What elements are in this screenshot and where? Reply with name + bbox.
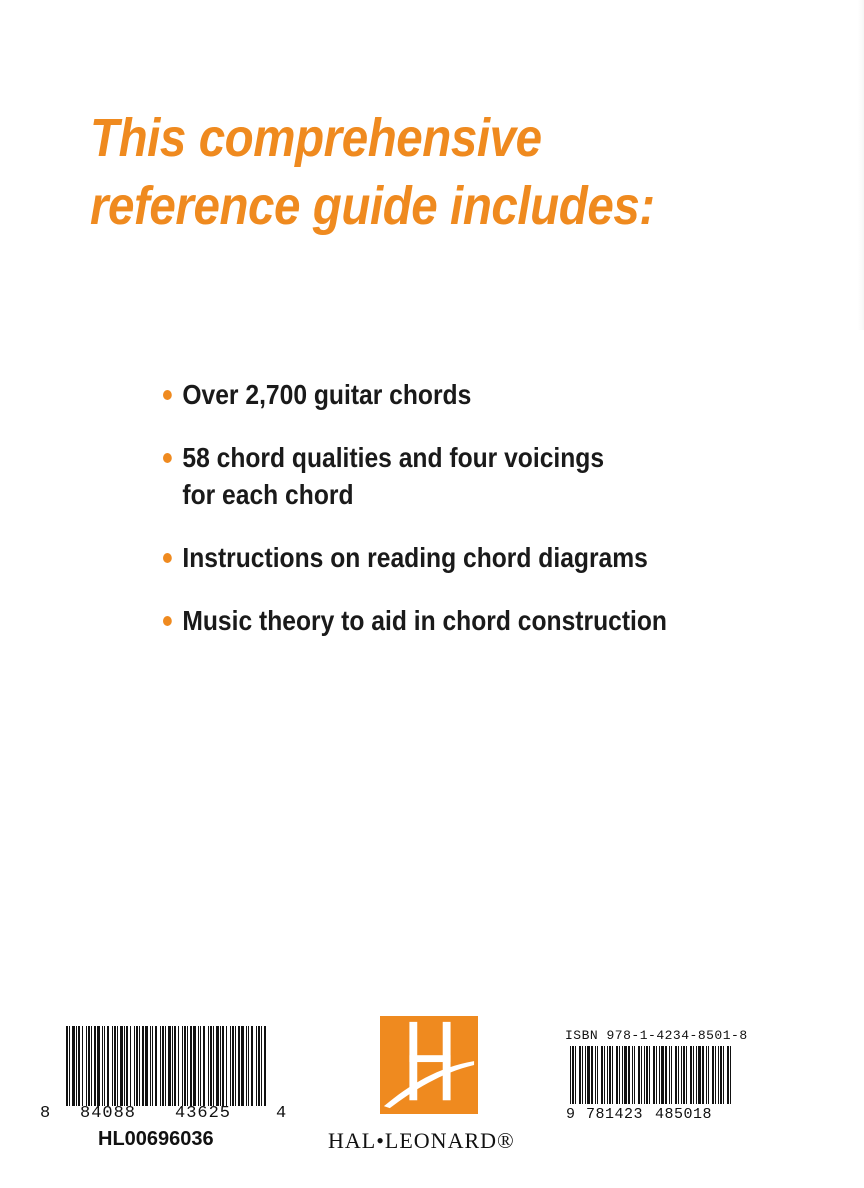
item-code: HL00696036 bbox=[98, 1128, 214, 1150]
bullet-dot-icon bbox=[163, 453, 172, 463]
isbn-group-right: 485018 bbox=[655, 1106, 713, 1123]
feature-text: Instructions on reading chord diagrams bbox=[182, 542, 648, 573]
headline-line-2: reference guide includes: bbox=[90, 176, 655, 236]
upc-group-right: 43625 bbox=[175, 1104, 232, 1123]
publisher-name: HAL•LEONARD® bbox=[328, 1128, 515, 1153]
isbn-digit-first: 9 bbox=[566, 1106, 576, 1123]
upc-group-left: 84088 bbox=[80, 1104, 137, 1123]
feature-item bbox=[163, 376, 667, 413]
upc-digit-first: 8 bbox=[40, 1104, 51, 1123]
upc-digit-last: 4 bbox=[276, 1104, 287, 1123]
feature-item bbox=[163, 602, 667, 639]
bullet-dot-icon bbox=[163, 390, 172, 400]
feature-item bbox=[163, 539, 667, 576]
bullet-dot-icon bbox=[163, 553, 172, 563]
isbn-group-left: 781423 bbox=[586, 1106, 644, 1123]
isbn-barcode bbox=[570, 1046, 732, 1104]
hal-leonard-logo-icon bbox=[380, 1016, 478, 1114]
feature-text-continued: for each chord bbox=[182, 479, 354, 510]
isbn-label: ISBN 978-1-4234-8501-8 bbox=[565, 1028, 748, 1043]
headline bbox=[90, 104, 655, 240]
headline-line-1: This comprehensive bbox=[90, 108, 542, 168]
feature-item bbox=[163, 439, 667, 513]
feature-text: Over 2,700 guitar chords bbox=[182, 379, 472, 410]
page-edge-shadow bbox=[858, 0, 864, 330]
bullet-dot-icon bbox=[163, 616, 172, 626]
feature-text: 58 chord qualities and four voicings bbox=[182, 442, 605, 473]
feature-list bbox=[163, 376, 736, 665]
upc-bars bbox=[66, 1026, 266, 1106]
upc-barcode bbox=[40, 1026, 290, 1126]
feature-text: Music theory to aid in chord construction bbox=[182, 605, 667, 636]
